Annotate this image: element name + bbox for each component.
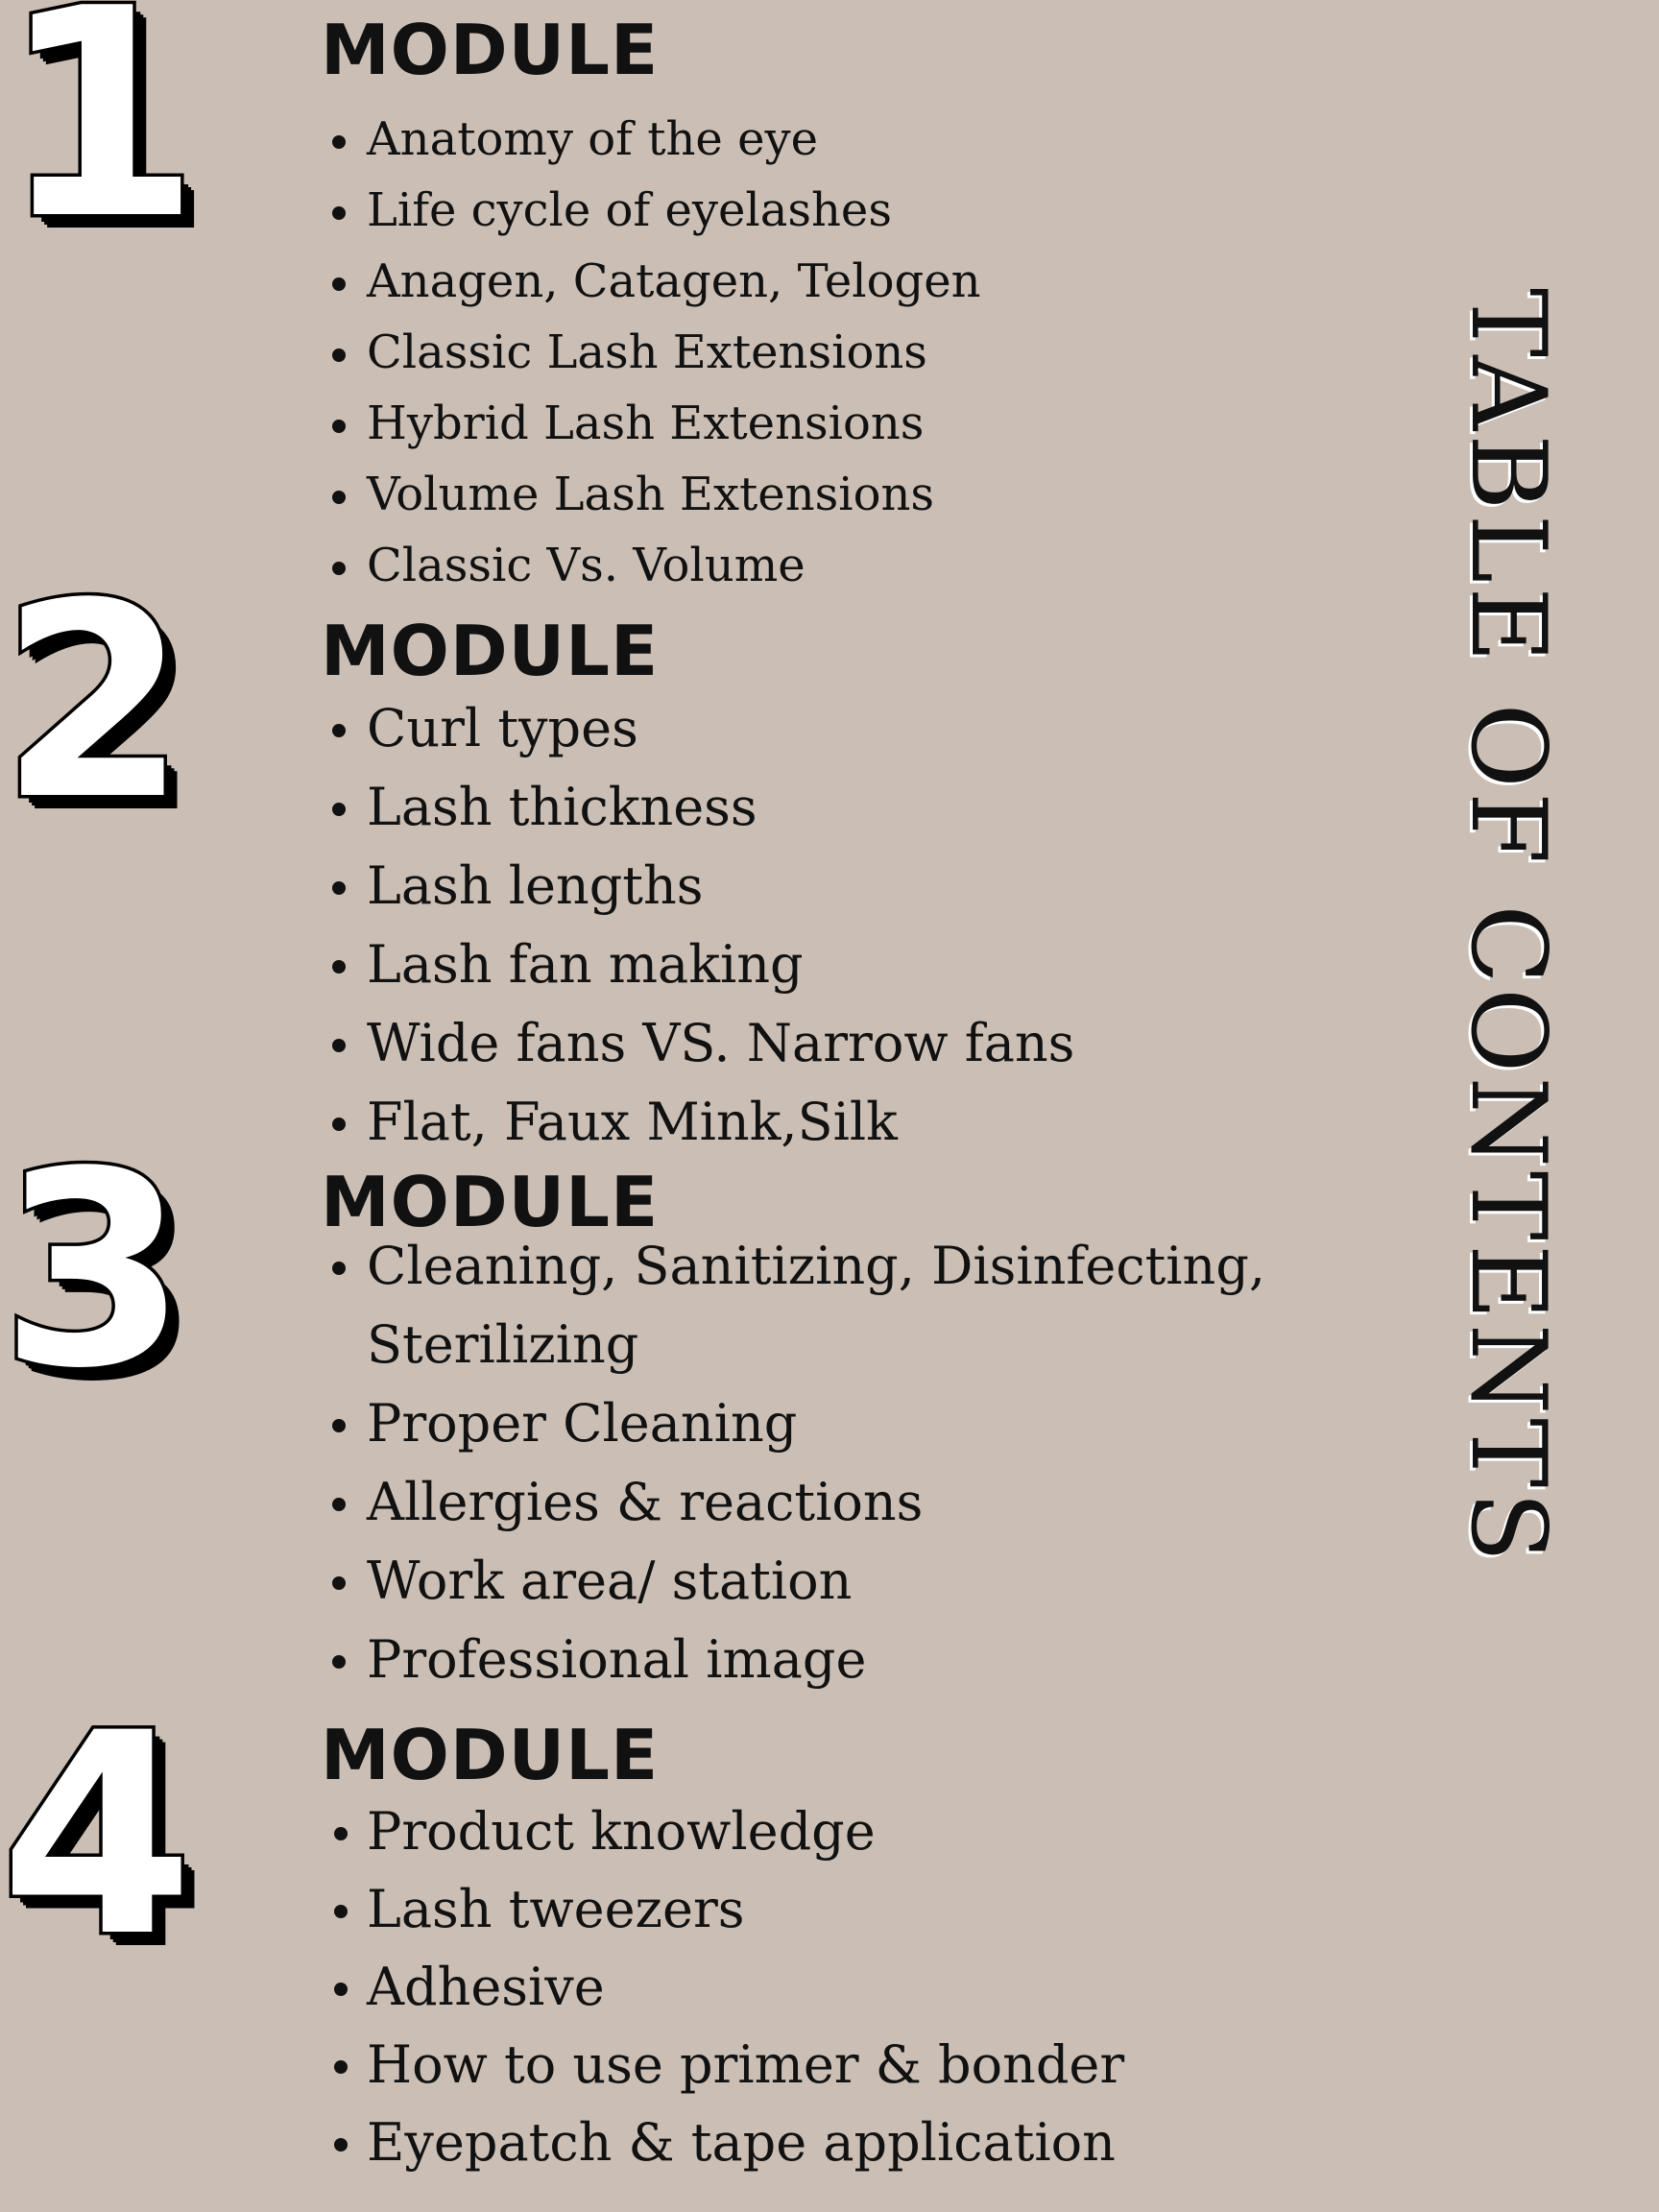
list-item: Lash lengths [321, 847, 1074, 926]
module-heading-3: MODULE [321, 1162, 660, 1242]
module-heading-4: MODULE [321, 1715, 660, 1795]
list-item: Volume Lash Extensions [321, 459, 981, 530]
module-4-topic-list [321, 1792, 1124, 2181]
list-item: Eyepatch & tape application [321, 2104, 1124, 2181]
list-item: Classic Vs. Volume [321, 530, 981, 601]
list-item: Product knowledge [321, 1792, 1124, 1870]
list-item: Lash fan making [321, 926, 1074, 1004]
list-item: Allergies & reactions [321, 1463, 1288, 1542]
list-item: Flat, Faux Mink,Silk [321, 1083, 1074, 1162]
list-item: Classic Lash Extensions [321, 317, 981, 388]
list-item: Cleaning, Sanitizing, Disinfecting, Sterilizing [321, 1227, 1288, 1384]
list-item: Work area/ station [321, 1542, 1288, 1621]
table-of-contents-title: TABLE OF CONTENTS [1448, 288, 1568, 1567]
list-item: Adhesive [321, 1948, 1124, 2026]
list-item: Wide fans VS. Narrow fans [321, 1004, 1074, 1083]
list-item: Lash tweezers [321, 1870, 1124, 1948]
module-number-4: 4 [0, 1674, 194, 1998]
module-number-3: 3 [0, 1115, 187, 1428]
list-item: Life cycle of eyelashes [321, 175, 981, 246]
list-item: Professional image [321, 1621, 1288, 1699]
module-heading-1: MODULE [321, 10, 660, 90]
list-item: Proper Cleaning [321, 1384, 1288, 1463]
list-item: Hybrid Lash Extensions [321, 388, 981, 459]
list-item: Anagen, Catagen, Telogen [321, 246, 981, 317]
list-item: Curl types [321, 689, 1074, 768]
module-number-2: 2 [0, 546, 187, 859]
module-2-topic-list [321, 689, 1074, 1162]
list-item: How to use primer & bonder [321, 2026, 1124, 2104]
list-item: Lash thickness [321, 768, 1074, 847]
module-heading-2: MODULE [321, 611, 660, 691]
module-number-1: 1 [0, 0, 201, 282]
module-3-topic-list [321, 1227, 1288, 1699]
list-item: Anatomy of the eye [321, 104, 981, 175]
module-1-topic-list [321, 104, 981, 601]
